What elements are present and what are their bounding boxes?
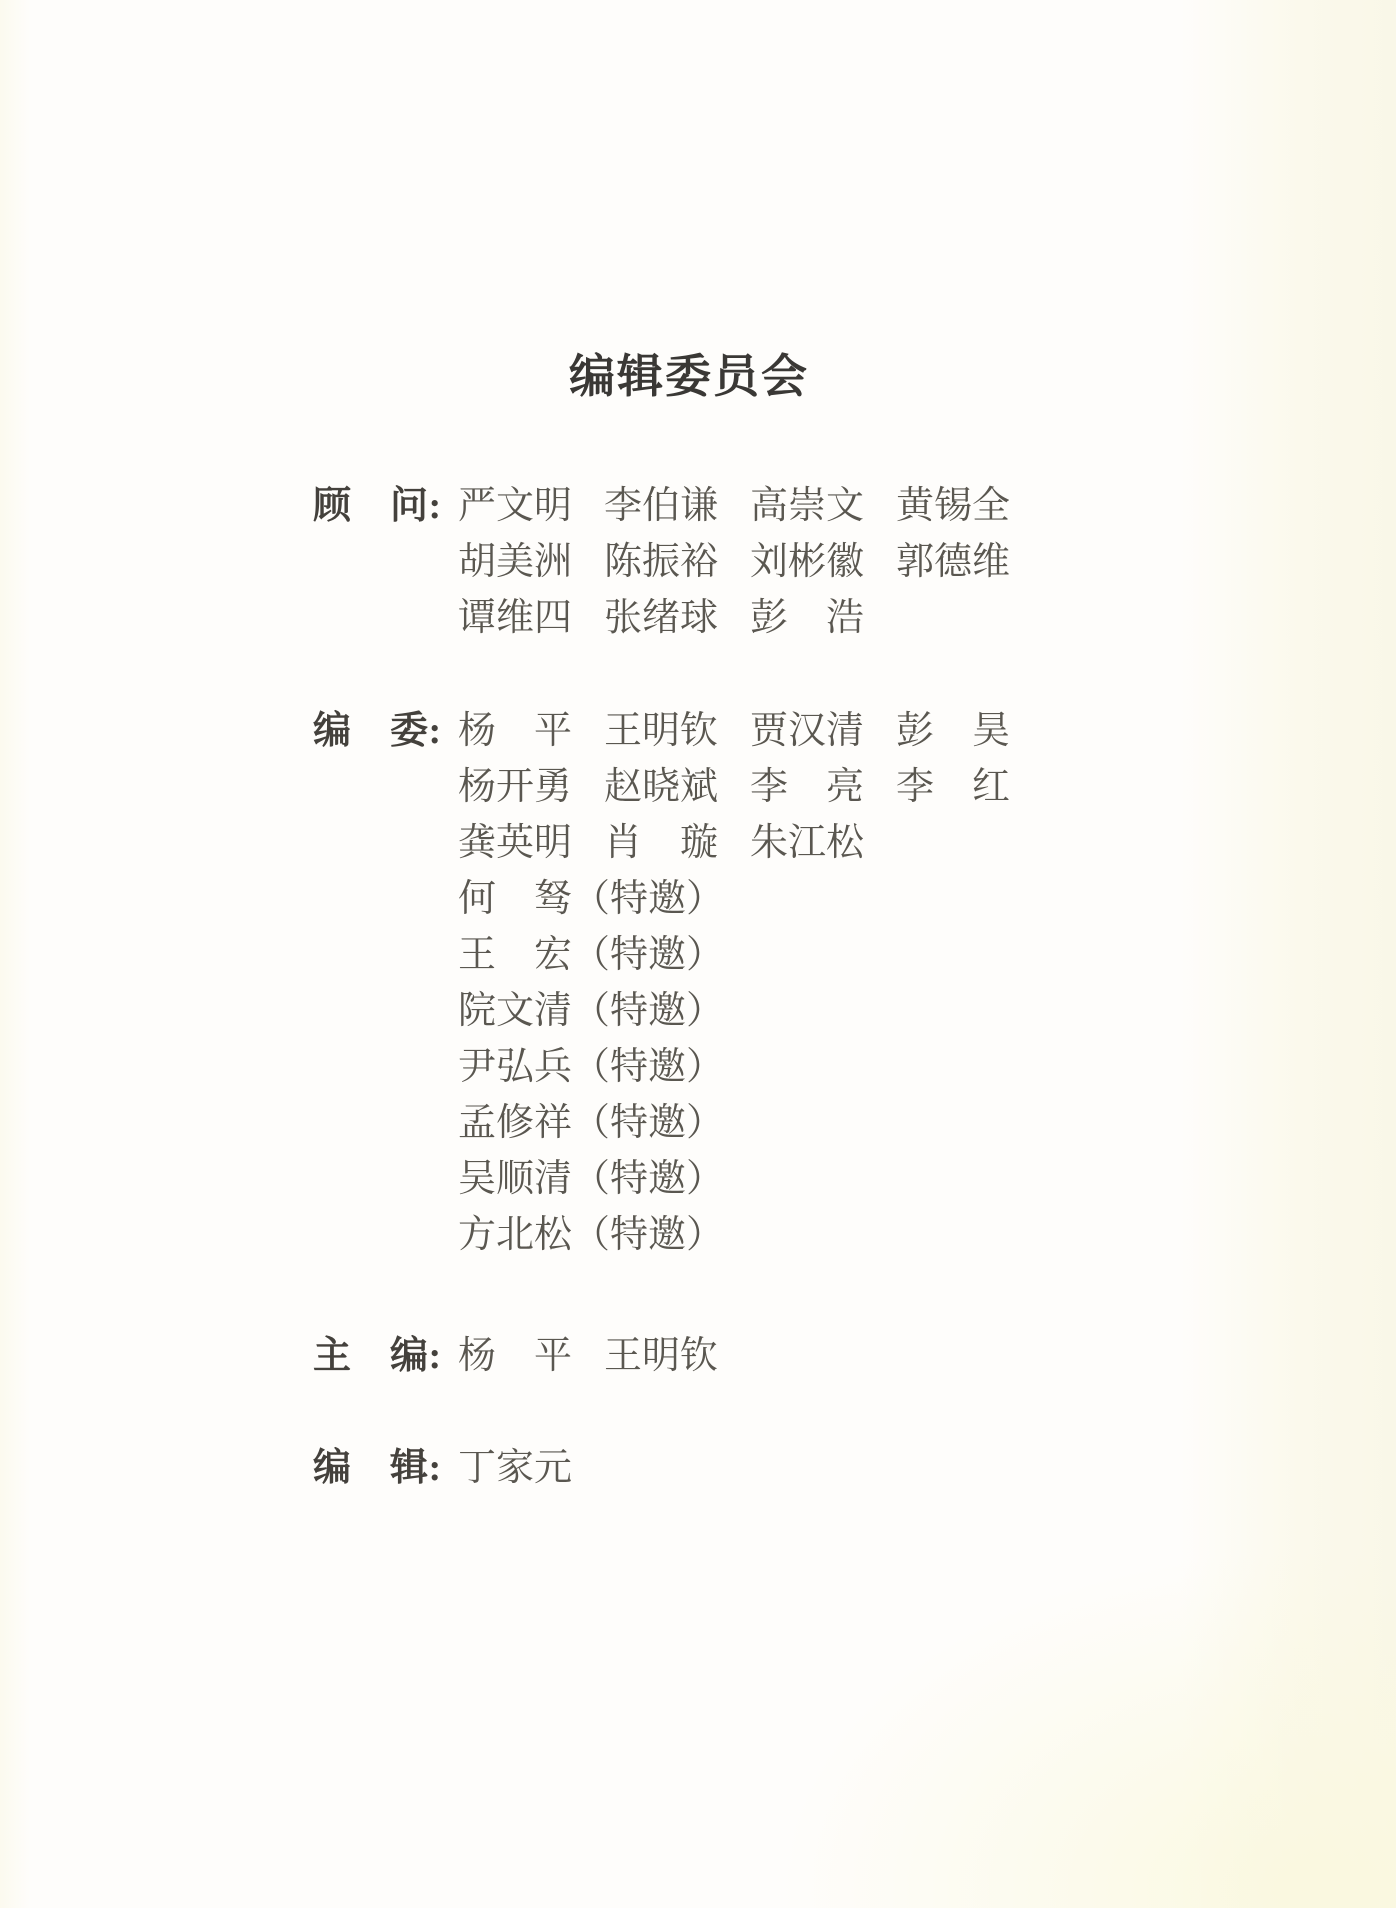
member-name: 郭德维 bbox=[896, 541, 1011, 583]
member-row bbox=[313, 983, 1042, 1039]
member-name: 胡美洲 bbox=[458, 541, 573, 583]
member-name: 院文清（特邀） bbox=[458, 990, 725, 1032]
section-label: 编 辑: bbox=[313, 1447, 442, 1489]
member-row bbox=[313, 871, 1042, 927]
member-row bbox=[313, 590, 1042, 646]
member-name: 肖 璇 bbox=[604, 822, 719, 864]
member-row bbox=[313, 1207, 1042, 1263]
member-name: 丁家元 bbox=[458, 1447, 573, 1489]
member-name: 杨开勇 bbox=[458, 766, 573, 808]
member-row bbox=[313, 534, 1042, 590]
member-name: 方北松（特邀） bbox=[458, 1214, 725, 1256]
member-name: 朱江松 bbox=[750, 822, 865, 864]
member-row bbox=[313, 1328, 750, 1384]
member-name: 王 宏（特邀） bbox=[458, 934, 725, 976]
member-name: 孟修祥（特邀） bbox=[458, 1102, 725, 1144]
member-name: 王明钦 bbox=[604, 1335, 719, 1377]
member-name: 李 亮 bbox=[750, 766, 865, 808]
section-chief-editors bbox=[313, 1328, 750, 1384]
member-name: 龚英明 bbox=[458, 822, 573, 864]
member-row bbox=[313, 759, 1042, 815]
section-label: 编 委: bbox=[313, 710, 442, 752]
member-name: 黄锡全 bbox=[896, 485, 1011, 527]
section-label: 主 编: bbox=[313, 1335, 442, 1377]
member-name: 彭 浩 bbox=[750, 597, 865, 639]
member-name: 尹弘兵（特邀） bbox=[458, 1046, 725, 1088]
member-row bbox=[313, 1039, 1042, 1095]
member-name: 刘彬徽 bbox=[750, 541, 865, 583]
member-name: 李 红 bbox=[896, 766, 1011, 808]
section-advisors bbox=[313, 478, 1042, 646]
section-editorial-board bbox=[313, 703, 1042, 1263]
member-row bbox=[313, 815, 1042, 871]
member-name: 李伯谦 bbox=[604, 485, 719, 527]
member-name: 何 驽（特邀） bbox=[458, 878, 725, 920]
member-name: 杨 平 bbox=[458, 1335, 573, 1377]
member-name: 严文明 bbox=[458, 485, 573, 527]
member-row bbox=[313, 1095, 1042, 1151]
member-name: 高崇文 bbox=[750, 485, 865, 527]
member-row bbox=[313, 1151, 1042, 1207]
member-row bbox=[313, 1440, 604, 1496]
member-row bbox=[313, 927, 1042, 983]
member-row bbox=[313, 478, 1042, 534]
member-name: 王明钦 bbox=[604, 710, 719, 752]
member-name: 谭维四 bbox=[458, 597, 573, 639]
member-row bbox=[313, 703, 1042, 759]
page-title: 编辑委员会 bbox=[569, 350, 809, 402]
member-name: 陈振裕 bbox=[604, 541, 719, 583]
section-editor bbox=[313, 1440, 604, 1496]
member-name: 吴顺清（特邀） bbox=[458, 1158, 725, 1200]
member-name: 彭 昊 bbox=[896, 710, 1011, 752]
section-label: 顾 问: bbox=[313, 485, 442, 527]
member-name: 杨 平 bbox=[458, 710, 573, 752]
member-name: 赵晓斌 bbox=[604, 766, 719, 808]
member-name: 张绪球 bbox=[604, 597, 719, 639]
member-name: 贾汉清 bbox=[750, 710, 865, 752]
